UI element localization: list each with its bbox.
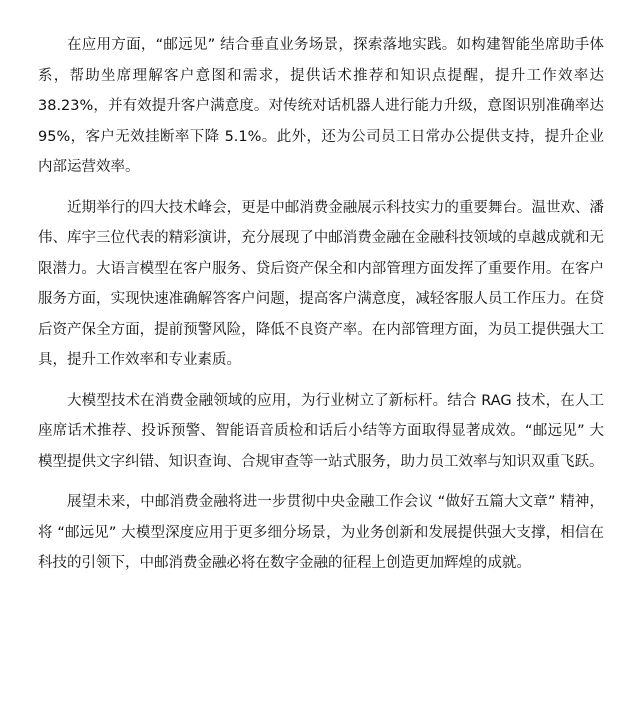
- article-body: [38, 30, 604, 579]
- paragraph-outlook: 展望未来，中邮消费金融将进一步贯彻中央金融工作会议 “做好五篇大文章” 精神，将 “邮远见” 大模型深度应用于更多细分场景，为业务创新和发展提供强大支撑，相信在科技的引领下，中邮消费金融必将在数字金融的征程上创造更加辉煌的成就。: [38, 494, 604, 571]
- paragraph-benchmark: 大模型技术在消费金融领域的应用，为行业树立了新标杆。结合 RAG 技术，在人工座席话术推荐、投诉预警、智能语音质检和话后小结等方面取得显著成效。“邮远见” 大模型提供文字纠错、知识查询、合规审查等一站式服务，助力员工效率与知识双重飞跃。: [38, 392, 604, 470]
- paragraph-summit: 近期举行的四大技术峰会，更是中邮消费金融展示科技实力的重要舞台。温世欢、潘伟、库宇三位代表的精彩演讲，充分展现了中邮消费金融在金融科技领域的卓越成就和无限潜力。大语言模型在客户服务、贷后资产保全和内部管理方面发挥了重要作用。在客户服务方面，实现快速准确解答客户问题，提高客户满意度，减轻客服人员工作压力。在贷后资产保全方面，提前预警风险，降低不良资产率。在内部管理方面，为员工提供强大工具，提升工作效率和专业素质。: [38, 199, 604, 368]
- paragraph-application: 在应用方面，“邮远见” 结合垂直业务场景，探索落地实践。如构建智能坐席助手体系，帮助坐席理解客户意图和需求，提供话术推荐和知识点提醒，提升工作效率达 38.23%，并有效提升客户满意度。对传统对话机器人进行能力升级，意图识别准确率达 95%，客户无效挂断率下降 5.1%。此外，还为公司员工日常办公提供支持，提升企业内部运营效率。: [38, 37, 604, 175]
